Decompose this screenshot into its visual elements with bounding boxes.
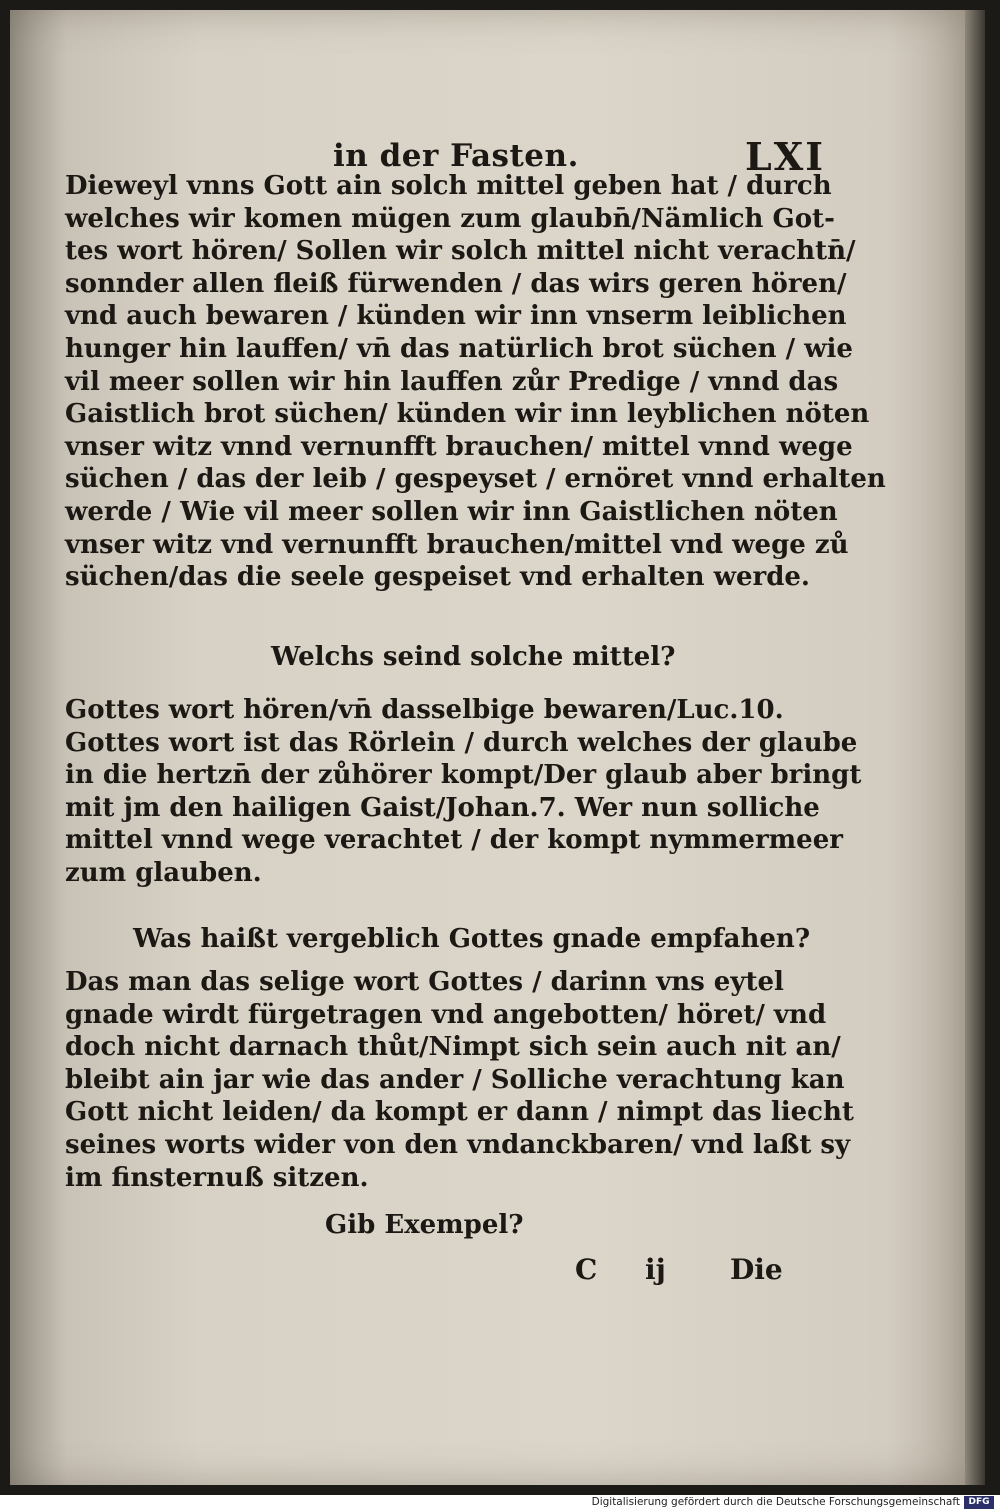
page-edge [965,10,985,1485]
text-line: Gott nicht leiden/ da kompt er dann / nimpt das liecht [65,1097,854,1128]
text-line: Gottes wort ist das Rörlein / durch welches der glaube [65,727,858,758]
paragraph-1 [65,170,886,594]
section-heading: Gib Exempel? [325,1210,524,1240]
folio-number: LXI [745,134,825,179]
text-line: gnade wirdt fürgetragen vnd angebotten/ höret/ vnd [65,999,827,1030]
text-line: bleibt ain jar wie das ander / Solliche verachtung kan [65,1064,845,1095]
text-line: doch nicht darnach thůt/Nimpt sich sein auch nit an/ [65,1032,841,1063]
text-line: Das man das selige wort Gottes / darinn vns eytel [65,967,784,997]
section-heading: Welchs seind solche mittel? [271,642,676,672]
paragraph-2 [65,694,861,890]
text-line: süchen / das der leib / gespeyset / ernöret vnnd erhalten [65,464,886,495]
text-line: hunger hin lauffen/ vn̄ das natürlich brot süchen / wie [65,333,853,364]
text-line: sonnder allen fleiß fürwenden / das wirs geren hören/ [65,268,847,299]
running-head: in der Fasten. [333,138,579,174]
text-line: Gottes wort hören/vn̄ dasselbige bewaren/Luc.10. [65,695,784,725]
text-line: in die hertzn̄ der zůhörer kompt/Der glaub aber bringt [65,760,862,791]
text-line: im finsternuß sitzen. [65,1162,369,1193]
text-line: Gaistlich brot süchen/ künden wir inn leyblichen nöten [65,399,870,430]
text-line: Dieweyl vnns Gott ain solch mittel geben hat / durch [65,171,832,201]
text-line: zum glauben. [65,857,262,888]
leaf-number: ij [645,1253,666,1286]
text-line: vnser witz vnd vernunfft brauchen/mittel vnd wege zů [65,529,849,560]
text-line: tes wort hören/ Sollen wir solch mittel nicht verachtn̄/ [65,236,856,267]
text-line: vnd auch bewaren / künden wir inn vnserm leiblichen [65,301,847,332]
text-line: vnser witz vnnd vernunfft brauchen/ mittel vnnd wege [65,431,853,462]
text-line: mit jm den hailigen Gaist/Johan.7. Wer nun solliche [65,792,820,823]
text-line: süchen/das die seele gespeiset vnd erhalten werde. [65,562,810,593]
funding-credit: Digitalisierung gefördert durch die Deutsche Forschungsgemeinschaft [591,1496,960,1508]
book-page [10,10,965,1485]
text-line: seines worts wider von den vndanckbaren/ vnd laßt sy [65,1129,851,1160]
text-line: mittel vnnd wege verachtet / der kompt nymmermeer [65,825,843,856]
text-line: welches wir komen mügen zum glaubn̄/Nämlich Got- [65,203,835,234]
signature-mark: C [575,1253,598,1286]
footer-bar [0,1495,1000,1512]
section-heading: Was haißt vergeblich Gottes gnade empfahen? [133,924,811,954]
paragraph-3 [65,966,854,1194]
text-line: vil meer sollen wir hin lauffen zůr Predige / vnnd das [65,366,839,397]
text-line: werde / Wie vil meer sollen wir inn Gaistlichen nöten [65,496,838,527]
catchword: Die [730,1253,783,1286]
dfg-logo: DFG [964,1496,994,1509]
signature-line [65,1253,825,1293]
